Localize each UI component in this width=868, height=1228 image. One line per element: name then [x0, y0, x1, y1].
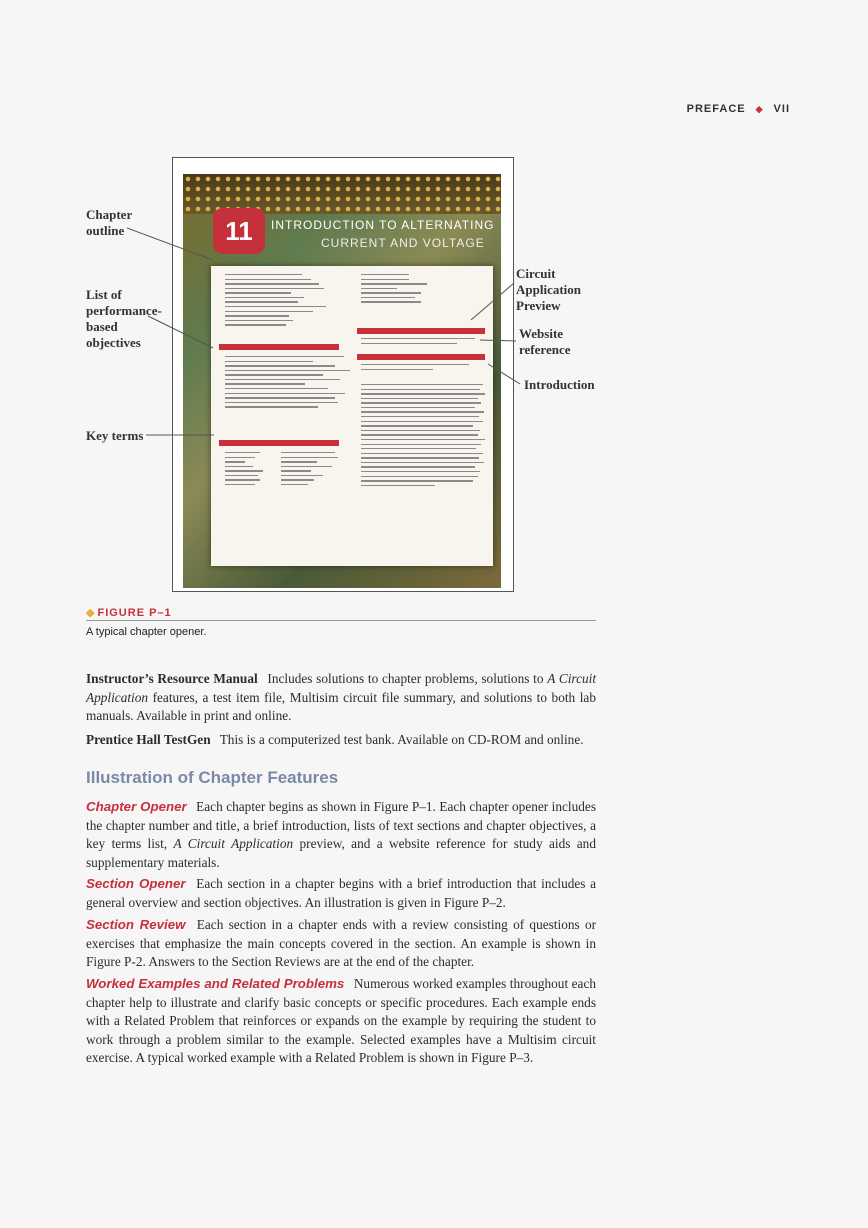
callout-introduction: Introduction	[524, 377, 595, 392]
section-review-text: Each section in a chapter ends with a review consisting of questions or exercises that emphasize the main concepts covered in the section. An example is shown in Figure P-2. Answers to the Section Reviews are at the end of the chapter.	[86, 917, 597, 969]
section-opener-runin: Section Opener	[86, 876, 186, 891]
header-page-number: VII	[773, 103, 790, 115]
figure-diamond-icon: ◆	[86, 607, 96, 619]
irm-text-2: features, a test item file, Multisim circuit file summary, and solutions to both lab manuals. Available in print and online.	[86, 689, 596, 723]
header-section: PREFACE	[686, 103, 746, 115]
irm-italic: A Circuit Application	[86, 671, 597, 705]
opener-text-2: preview, and a website reference for study aids and supplementary materials.	[86, 836, 596, 870]
figure-caption: A typical chapter opener.	[86, 626, 207, 638]
opener-text-1: Each chapter begins as shown in Figure P–1. Each chapter opener includes the chapter number and title, a brief introduction, lists of text sections and chapter objectives, a key terms list,	[86, 799, 596, 851]
paragraph-section-opener	[86, 875, 596, 912]
section-heading: Illustration of Chapter Features	[86, 768, 339, 787]
figure-rule	[86, 620, 596, 621]
callout-objectives: List of performance-based objectives	[86, 287, 162, 350]
paragraph-chapter-opener	[86, 798, 596, 872]
section-opener-text: Each section in a chapter begins with a brief introduction that includes a general overview and section objectives. An illustration is given in Figure P–2.	[86, 876, 596, 910]
callout-website-reference: Website reference	[519, 326, 571, 357]
worked-examples-text: Numerous worked examples throughout each chapter help to illustrate and clarify basic concepts or specific procedures. Each example ends with a Related Problem that reinforces or expands on the example by requiring the student to work through a problem similar to the example. Selected examples have a Multisim circuit exercise. A typical worked example with a Related Problem is shown in Figure P–3.	[86, 976, 596, 1065]
chapter-title-line2: CURRENT AND VOLTAGE	[321, 236, 485, 250]
opener-italic: A Circuit Application	[173, 836, 294, 851]
irm-text-1: Includes solutions to chapter problems, solutions to	[267, 671, 544, 686]
callout-key-terms: Key terms	[86, 428, 144, 443]
section-review-runin: Section Review	[86, 917, 186, 932]
paragraph-irm	[86, 670, 596, 726]
paragraph-section-review	[86, 916, 596, 972]
irm-runin: Instructor’s Resource Manual	[86, 671, 258, 686]
diamond-icon: ◆	[755, 103, 764, 114]
chapter-title-line1: INTRODUCTION TO ALTERNATING	[271, 218, 495, 232]
chapter-number: 11	[213, 208, 265, 254]
worked-examples-runin: Worked Examples and Related Problems	[86, 976, 345, 991]
paragraph-worked-examples	[86, 975, 596, 1068]
callout-chapter-outline: Chapter outline	[86, 207, 132, 238]
figure-label	[86, 606, 172, 619]
testgen-runin: Prentice Hall TestGen	[86, 732, 211, 747]
testgen-text: This is a computerized test bank. Available on CD-ROM and online.	[219, 732, 584, 747]
figure-label-text: FIGURE P–1	[97, 607, 172, 619]
chapter-opener-runin: Chapter Opener	[86, 799, 187, 814]
callout-circuit-application: Circuit Application Preview	[516, 266, 582, 313]
paragraph-testgen	[86, 731, 596, 750]
